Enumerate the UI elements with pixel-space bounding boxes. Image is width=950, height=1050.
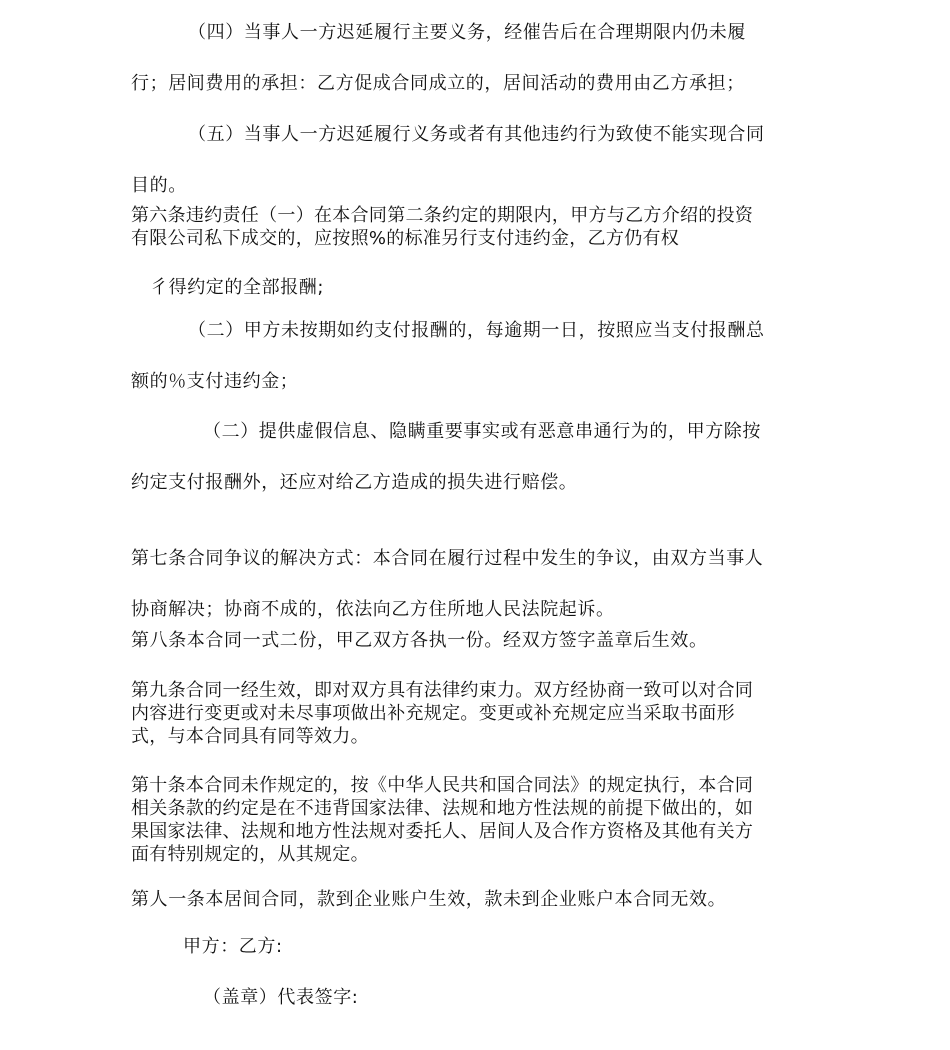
paragraph-line: （二）甲方未按期如约支付报酬的，每逾期一日，按照应当支付报酬总 — [188, 320, 765, 341]
paragraph-line: 相关条款的约定是在不违背国家法律、法规和地方性法规的前提下做出的，如 — [131, 798, 754, 819]
paragraph-line: （二）提供虚假信息、隐瞒重要事实或有恶意串通行为的，甲方除按 — [203, 421, 761, 442]
paragraph-line: 约定支付报酬外，还应对给乙方造成的损失进行赔偿。 — [131, 472, 578, 493]
paragraph-line: 第十条本合同未作规定的，按《中华人民共和国合同法》的规定执行，本合同 — [131, 775, 754, 796]
signature-seal: （盖章）代表签字: — [203, 987, 359, 1008]
paragraph-line: 第九条合同一经生效，即对双方具有法律约束力。双方经协商一致可以对合同 — [131, 680, 754, 701]
paragraph-line: 行；居间费用的承担：乙方促成合同成立的，居间活动的费用由乙方承担； — [131, 73, 745, 94]
paragraph-line: 第六条违约责任（一）在本合同第二条约定的期限内，甲方与乙方介绍的投资 — [131, 205, 754, 226]
paragraph-line: 第八条本合同一式二份，甲乙双方各执一份。经双方签字盖章后生效。 — [131, 630, 708, 651]
paragraph-line: 彳得约定的全部报酬; — [150, 277, 325, 298]
paragraph-line: 果国家法律、法规和地方性法规对委托人、居间人及合作方资格及其他有关方 — [131, 821, 754, 842]
paragraph-line: （四）当事人一方迟延履行主要义务，经催告后在合理期限内仍未履 — [188, 22, 746, 43]
paragraph-line: 第七条合同争议的解决方式：本合同在履行过程中发生的争议，由双方当事人 — [131, 548, 764, 569]
signature-parties: 甲方：乙方: — [183, 936, 283, 957]
paragraph-line: （五）当事人一方迟延履行义务或者有其他违约行为致使不能实现合同 — [188, 124, 765, 145]
paragraph-line: 目的。 — [131, 175, 187, 196]
paragraph-line: 面有特别规定的，从其规定。 — [131, 844, 369, 865]
paragraph-line: 额的％支付违约金； — [131, 371, 299, 392]
paragraph-line: 有限公司私下成交的，应按照%的标准另行支付违约金，乙方仍有权 — [131, 228, 680, 249]
paragraph-line: 第人一条本居间合同，款到企业账户生效，款未到企业账户本合同无效。 — [131, 889, 727, 910]
paragraph-line: 内容进行变更或对未尽事项做出补充规定。变更或补充规定应当采取书面形 — [131, 703, 735, 724]
paragraph-line: 式，与本合同具有同等效力。 — [131, 726, 369, 747]
paragraph-line: 协商解决；协商不成的，依法向乙方住所地人民法院起诉。 — [131, 599, 615, 620]
